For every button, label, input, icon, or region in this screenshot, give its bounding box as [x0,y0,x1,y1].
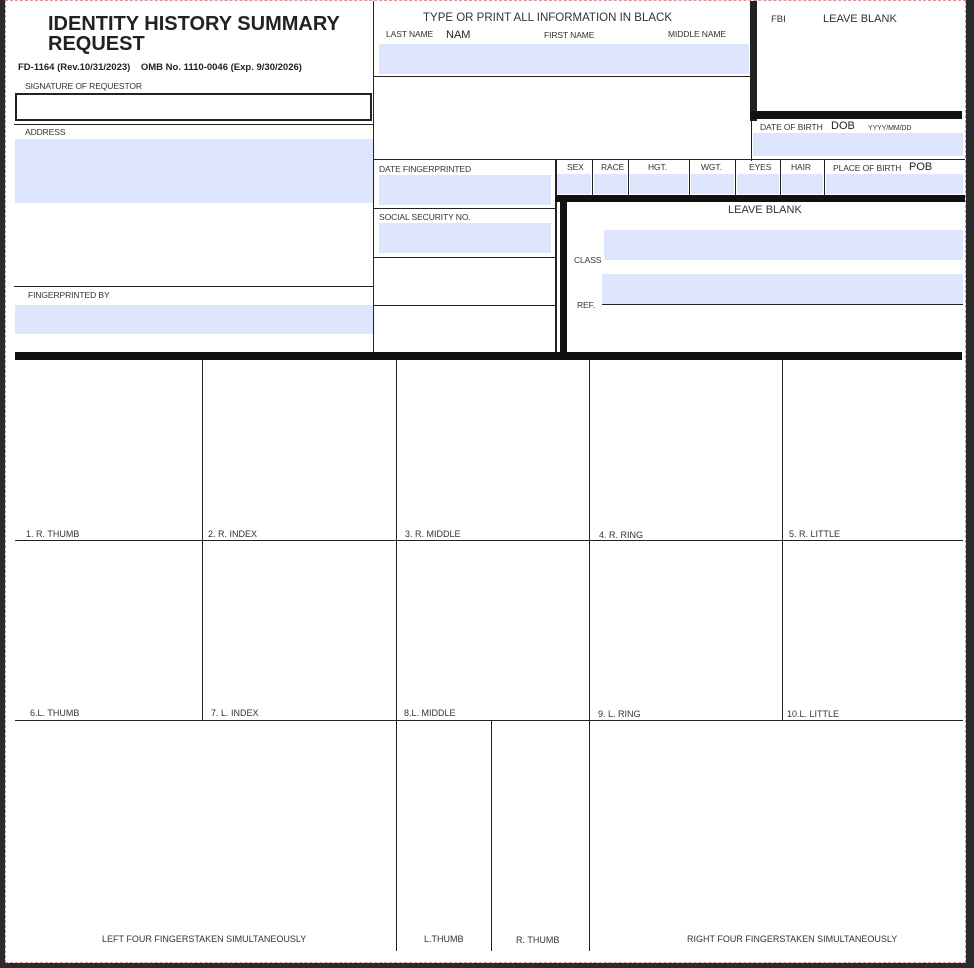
fingerprint-box-r-thumb[interactable] [15,360,202,540]
fingerprint-label-r-thumb: 1. R. THUMB [26,529,80,539]
fingerprinted-by-field[interactable] [15,305,374,334]
fingerprint-label-l-little: 10.L. LITTLE [787,709,840,719]
fingerprint-label-l-ring: 9. L. RING [598,709,641,719]
fd-1164-form-page [5,0,966,963]
wgt-field[interactable] [691,174,734,194]
ssn-label: SOCIAL SECURITY NO. [379,212,471,222]
divider [373,1,374,354]
fingerprint-box-r-middle[interactable] [397,360,589,540]
last-name-label: LAST NAME [386,29,434,39]
leave-blank-block-top-bar [555,195,965,202]
fingerprint-box-r-little[interactable] [783,360,963,540]
divider [373,305,556,306]
leave-blank-right-label: LEAVE BLANK [728,204,802,216]
divider [602,304,963,305]
divider [15,720,963,721]
ref-field[interactable] [602,274,963,304]
class-field[interactable] [604,230,963,260]
pob-field[interactable] [826,174,963,194]
fingerprint-box-l-middle[interactable] [397,541,589,720]
fbi-label: FBI [771,14,786,25]
divider [750,1,757,121]
signature-label: SIGNATURE OF REQUESTOR [25,81,142,91]
divider [373,257,556,258]
r-thumb-plain-label: R. THUMB [516,935,560,945]
sex-label: SEX [567,162,584,172]
address-field[interactable] [15,139,374,203]
race-field[interactable] [594,174,627,194]
hair-field[interactable] [782,174,823,194]
name-field[interactable] [379,44,749,74]
fingerprint-box-r-ring[interactable] [590,360,782,540]
divider [373,208,556,209]
fingerprint-label-l-middle: 8.L. MIDDLE [404,708,456,718]
fingerprint-section-top-bar [15,352,962,360]
eyes-label: EYES [749,162,772,172]
fingerprint-box-r-thumb-plain[interactable] [492,722,589,951]
divider [751,119,752,161]
fingerprint-box-l-thumb-plain[interactable] [397,722,491,951]
divider [373,76,751,77]
fingerprint-box-r-index[interactable] [203,360,396,540]
dob-format: YYYY/MM/DD [868,125,912,132]
form-number-line [18,62,302,73]
fingerprint-box-right-four[interactable] [590,722,963,951]
hgt-field[interactable] [630,174,688,194]
leave-blank-top-label: LEAVE BLANK [823,13,897,25]
right-four-fingers-label: RIGHT FOUR FINGERSTAKEN SIMULTANEOUSLY [687,934,898,944]
date-fingerprinted-field[interactable] [379,175,551,205]
fingerprint-label-r-index: 2. R. INDEX [208,529,258,539]
pob-value: POB [909,161,933,173]
fingerprint-label-r-ring: 4. R. RING [599,530,644,540]
pob-label: PLACE OF BIRTH [833,163,902,173]
race-label: RACE [601,162,625,172]
eyes-field[interactable] [737,174,779,194]
ref-label: REF. [577,300,596,310]
left-four-fingers-label: LEFT FOUR FINGERSTAKEN SIMULTANEOUSLY [102,934,307,944]
fingerprint-box-left-four[interactable] [15,722,396,951]
divider [689,159,690,195]
dob-value: DOB [831,120,855,132]
divider [824,159,825,195]
omb-number: OMB No. 1110-0046 (Exp. 9/30/2026) [140,62,302,73]
wgt-label: WGT. [701,162,722,172]
fingerprint-label-l-thumb: 6.L. THUMB [30,708,80,718]
fingerprint-box-l-index[interactable] [203,541,396,720]
form-title: IDENTITY HISTORY SUMMARY REQUEST [48,13,340,55]
fingerprinted-by-label: FINGERPRINTED BY [28,290,110,300]
divider [592,159,593,195]
hair-label: HAIR [791,162,811,172]
sex-field[interactable] [557,174,591,194]
divider [14,286,374,287]
signature-field[interactable] [15,93,372,121]
divider [628,159,629,195]
fingerprint-label-r-little: 5. R. LITTLE [789,529,841,539]
leave-blank-block-left-bar [560,195,567,354]
fingerprint-label-l-index: 7. L. INDEX [211,708,259,718]
fingerprint-box-l-ring[interactable] [590,541,782,720]
divider [373,159,965,160]
dob-label: DATE OF BIRTH [760,122,823,132]
last-name-value: NAM [446,29,471,41]
fingerprint-box-l-thumb[interactable] [15,541,202,720]
date-fingerprinted-label: DATE FINGERPRINTED [379,164,472,174]
fingerprint-label-r-middle: 3. R. MIDDLE [405,529,461,539]
ssn-field[interactable] [379,223,551,253]
l-thumb-plain-label: L.THUMB [424,934,464,944]
divider [780,159,781,195]
fingerprint-box-l-little[interactable] [783,541,963,720]
class-label: CLASS [574,255,602,265]
instruction-text: TYPE OR PRINT ALL INFORMATION IN BLACK [423,12,673,24]
middle-name-label: MIDDLE NAME [668,29,726,39]
address-label: ADDRESS [25,127,66,137]
dob-field[interactable] [753,133,963,156]
divider [735,159,736,195]
fbi-block-bottom-bar [750,111,962,119]
divider [14,124,374,125]
hgt-label: HGT. [648,162,667,172]
first-name-label: FIRST NAME [544,30,595,40]
form-number: FD-1164 (Rev.10/31/2023) [18,62,131,73]
